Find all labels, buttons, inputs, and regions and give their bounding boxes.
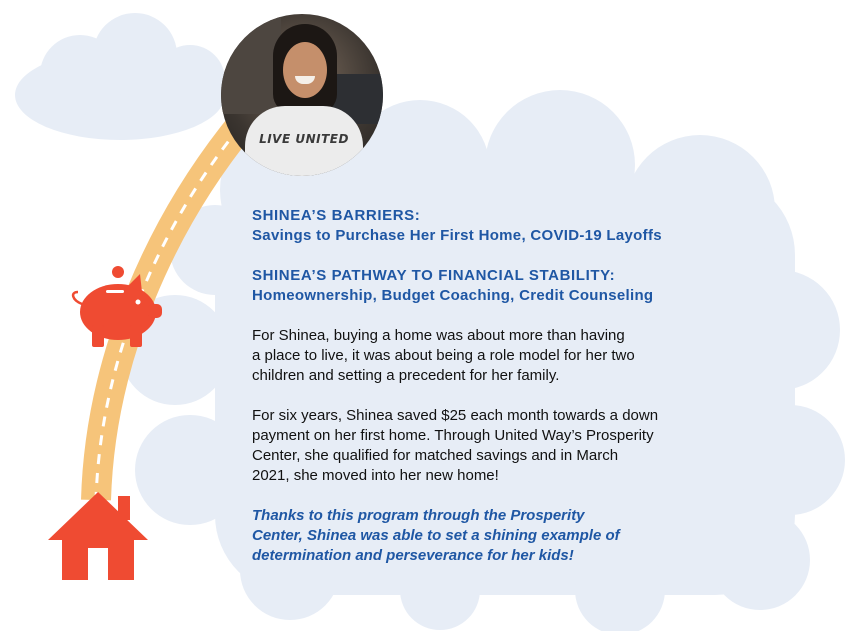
paragraph1-line: children and setting a precedent for her family. — [252, 367, 560, 384]
closing-line: determination and perseverance for her kids! — [252, 547, 574, 564]
closing-line: Center, Shinea was able to set a shining example of — [252, 527, 620, 544]
barriers-items: Savings to Purchase Her First Home, COVID-19 Layoffs — [252, 227, 662, 244]
paragraph1-line: a place to live, it was about being a role model for her two — [252, 347, 635, 364]
pathway-heading: SHINEA’S PATHWAY TO FINANCIAL STABILITY: — [252, 267, 616, 284]
closing-statement — [252, 506, 732, 566]
small-cloud-icon — [15, 13, 225, 140]
paragraph1-line: For Shinea, buying a home was about more than having — [252, 327, 625, 344]
paragraph-home-motivation — [252, 326, 732, 386]
barriers-heading: SHINEA’S BARRIERS: — [252, 207, 421, 224]
photo-background-building — [221, 14, 281, 114]
photo-shirt-text: LIVE UNITED — [259, 132, 349, 146]
house-icon — [48, 492, 148, 580]
paragraph-savings — [252, 406, 732, 486]
paragraph2-line: Center, she qualified for matched savings and in March — [252, 447, 619, 464]
paragraph2-line: 2021, she moved into her new home! — [252, 467, 499, 484]
paragraph2-line: payment on her first home. Through United Way’s Prosperity — [252, 427, 654, 444]
pathway-section — [252, 266, 732, 306]
story-content — [252, 206, 732, 586]
paragraph2-line: For six years, Shinea saved $25 each month towards a down — [252, 407, 659, 424]
pathway-items: Homeownership, Budget Coaching, Credit Counseling — [252, 287, 654, 304]
barriers-section — [252, 206, 732, 246]
closing-line: Thanks to this program through the Prosperity — [252, 507, 585, 524]
profile-photo — [221, 14, 383, 176]
photo-face — [283, 42, 327, 98]
